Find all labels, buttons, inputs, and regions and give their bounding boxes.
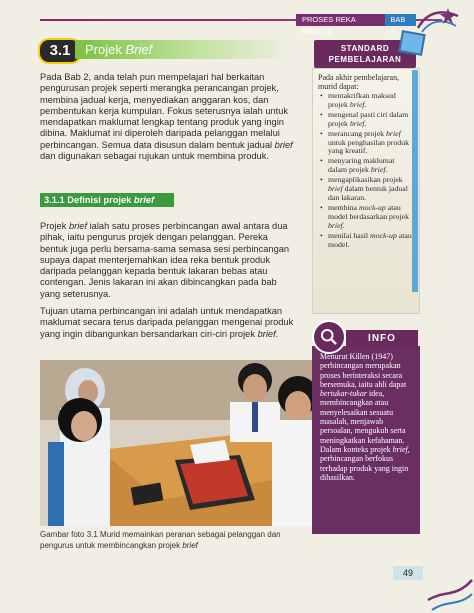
list-item: • menilai hasil mock-up atau model. (318, 232, 414, 250)
info-title: INFO (346, 330, 418, 347)
list-item: • mengaplikasikan projek brief dalam bentuk jadual dan lakaran. (318, 176, 414, 203)
info-text: Menurut Killen (1947) perbincangan merupakan proses berinteraksi secara bersemuka, iaitu ahli dapat bertukar-tukar idea, membincangkan atau menyelesaikan sesuatu masalah, menjawab persoalan, mengukuh serta meningkatkan kefahaman. Dalam konteks projek brief, perbincangan berfokus terhadap produk yang ingin dihasilkan. (320, 352, 410, 482)
list-item: • mentakrifkan maksud projek brief. (318, 92, 414, 110)
decorative-swirl-icon (426, 560, 474, 613)
purpose-paragraph: Tujuan utama perbincangan ini adalah untuk mendapatkan maklumat secara terus daripada pelanggan mengenai produk yang ingin dibangunkan bersandarkan ciri-ciri projek brief. (40, 306, 294, 339)
list-item: • merancang projek brief untuk penghasilan produk yang kreatif. (318, 130, 414, 157)
list-item: • menyaring maklumat dalam projek brief. (318, 157, 414, 175)
photo-caption: Gambar foto 3.1 Murid memainkan peranan sebagai pelanggan dan pengurus untuk membincangkan projek brief (40, 530, 281, 550)
section-number-badge: 3.1 (38, 38, 82, 64)
list-item: • mengenal pasti ciri dalam projek brief. (318, 111, 414, 129)
subsection-title: 3.1.1 Definisi projek brief (40, 193, 174, 207)
learning-standard-title: STANDARD PEMBELAJARAN (314, 40, 416, 68)
page-number: 49 (393, 566, 423, 580)
decorative-swirl-icon (414, 6, 460, 34)
card-icon (398, 30, 425, 56)
section-title: Projek Brief (75, 40, 291, 59)
learning-standard-list (318, 92, 414, 250)
magnifier-icon (312, 320, 346, 354)
learning-standard-intro: Pada akhir pembelajaran, murid dapat: (318, 73, 400, 92)
definition-paragraph: Projek brief ialah satu proses perbincangan awal antara dua pihak, iaitu pengurus projek dengan pelanggan. Pereka bentuk juga perlu bersama-sama semasa sesi perbincangan supaya dapat menterjemahkan idea reka bentuk produk daripada pelanggan kepada bentuk lakaran bebas atau contengan. Jenis lakaran ini akan dibincangkan pada bab yang seterusnya. (40, 221, 290, 299)
chapter-number: BAB 3 (385, 14, 416, 26)
chapter-label: PROSES REKA BENTUK (302, 15, 356, 36)
intro-paragraph: Pada Bab 2, anda telah pun mempelajari hal berkaitan pengurusan projek seperti merangka perancangan projek, membina jadual kerja, menyediakan anggaran kos, dan pembentukan kerja kumpulan. Fokus seterusnya ialah untuk mendapatkan maklumat lengkap tentang produk yang ingin dibina. Maklumat ini diperoleh daripada pelanggan melalui perbincangan. Semua data disusun dalam bentuk jadual brief dan digunakan sebagai rujukan untuk membina produk. (40, 72, 293, 162)
list-item: • membina mock-up atau model berdasarkan projek brief. (318, 204, 414, 231)
chapter-header (296, 14, 416, 36)
students-discussion-photo (40, 360, 330, 526)
